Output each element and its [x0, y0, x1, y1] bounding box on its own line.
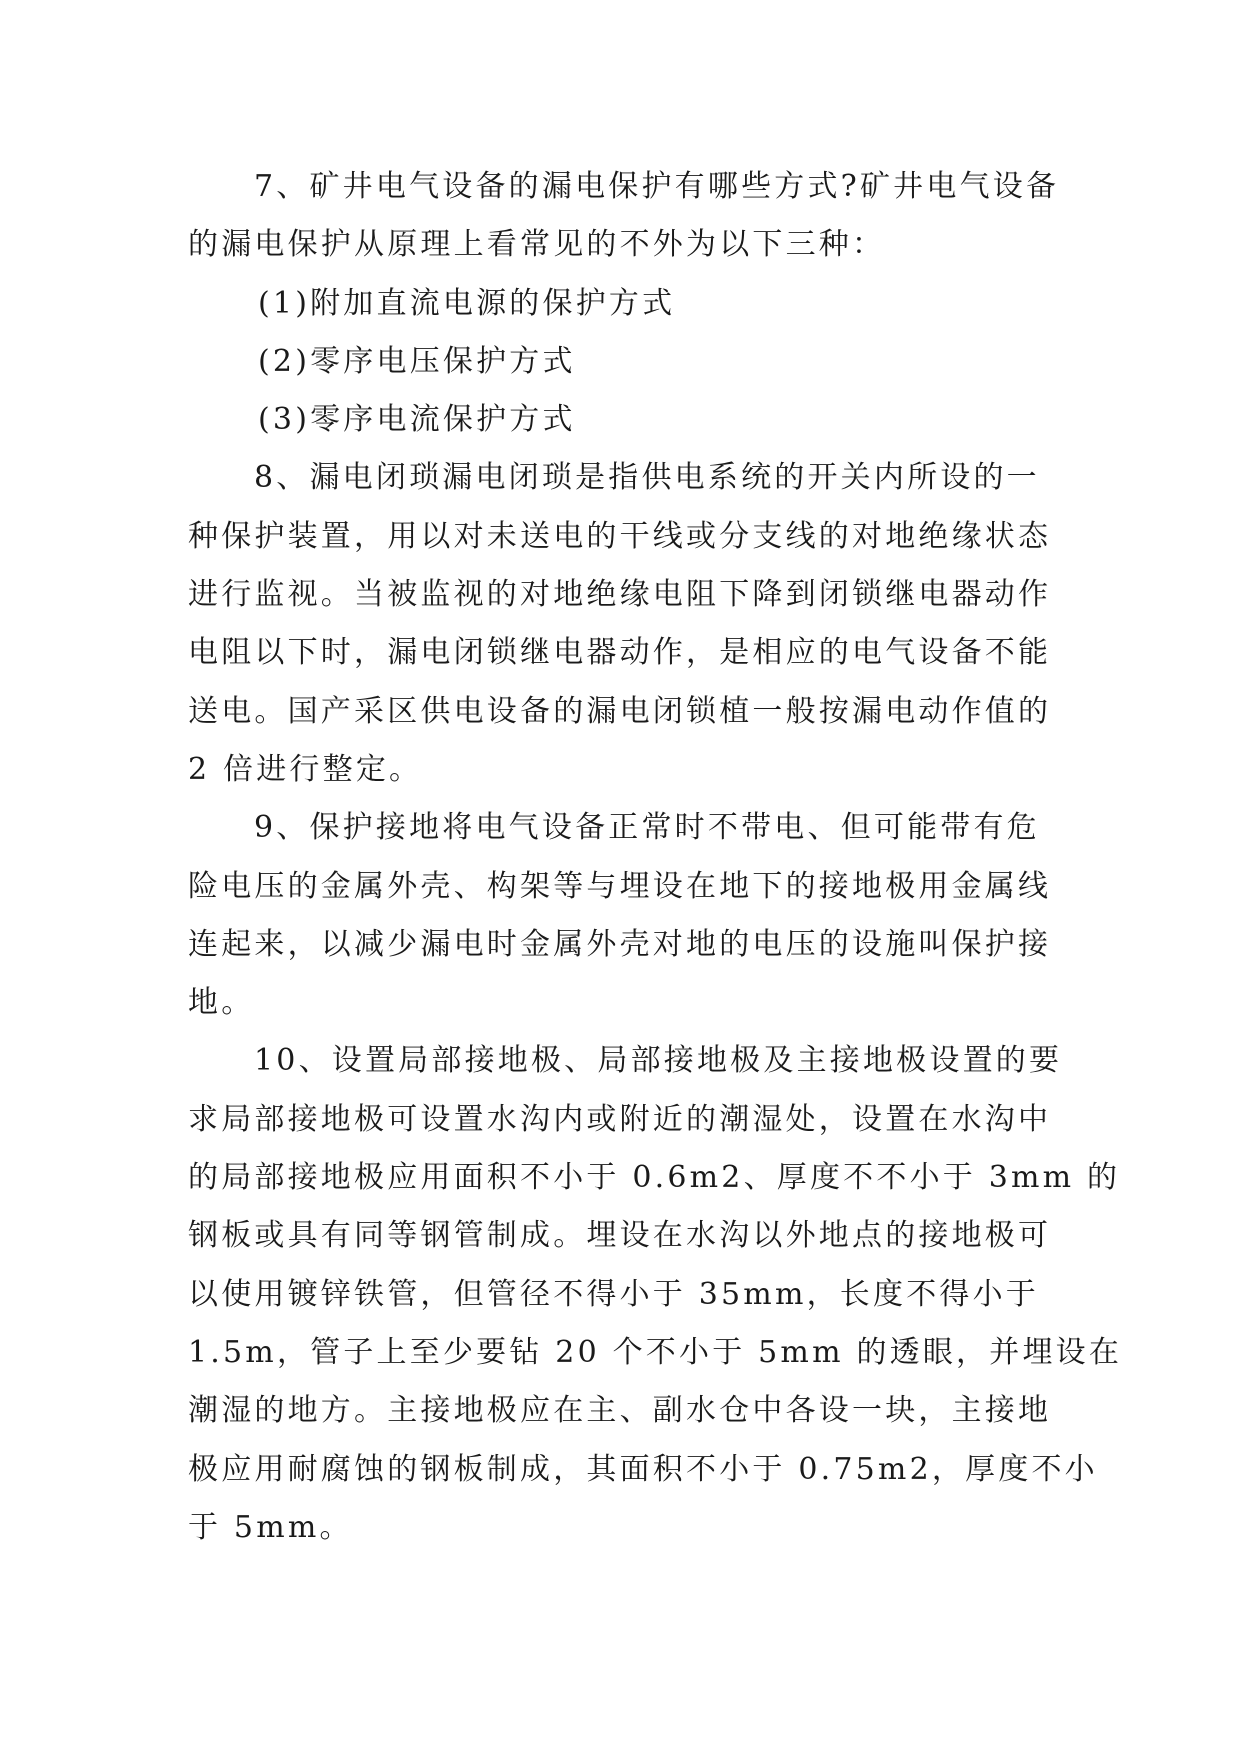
text-line: 于 5mm。 — [188, 1509, 353, 1545]
text-line: 极应用耐腐蚀的钢板制成，其面积不小于 0.75m2，厚度不小 — [188, 1451, 1098, 1487]
paragraph — [188, 799, 1054, 1032]
text-line: 钢板或具有同等钢管制成。埋设在水沟以外地点的接地极可 — [188, 1218, 1052, 1254]
list-item — [188, 391, 1054, 449]
list-item — [188, 275, 1054, 333]
text-line: 种保护装置，用以对未送电的干线或分支线的对地绝缘状态 — [188, 518, 1052, 554]
text-line: 电阻以下时，漏电闭锁继电器动作，是相应的电气设备不能 — [188, 635, 1052, 671]
text-line: (2)零序电压保护方式 — [258, 343, 576, 379]
document-body — [188, 158, 1123, 1557]
text-line: 以使用镀锌铁管，但管径不得小于 35mm，长度不得小于 — [188, 1276, 1040, 1312]
text-line: 8、漏电闭琐漏电闭琐是指供电系统的开关内所设的一 — [254, 460, 1040, 496]
text-line: 进行监视。当被监视的对地绝缘电阻下降到闭锁继电器动作 — [188, 577, 1052, 613]
text-line: 险电压的金属外壳、构架等与埋设在地下的接地极用金属线 — [188, 868, 1052, 904]
text-line: 2 倍进行整定。 — [188, 751, 423, 787]
text-line: 9、保护接地将电气设备正常时不带电、但可能带有危 — [254, 810, 1040, 846]
text-line: 7、矿井电气设备的漏电保护有哪些方式?矿井电气设备 — [254, 169, 1060, 204]
paragraph — [188, 158, 1060, 275]
text-line: 的局部接地极应用面积不小于 0.6m2、厚度不不小于 3mm 的 — [188, 1160, 1121, 1196]
text-line: 10、设置局部接地极、局部接地极及主接地极设置的要 — [254, 1043, 1063, 1079]
text-line: 的漏电保护从原理上看常见的不外为以下三种： — [188, 227, 886, 263]
text-line: (1)附加直流电源的保护方式 — [258, 285, 676, 321]
text-line: 求局部接地极可设置水沟内或附近的潮湿处，设置在水沟中 — [188, 1101, 1052, 1137]
list-item — [188, 333, 1054, 391]
text-line: (3)零序电流保护方式 — [258, 402, 576, 438]
text-line: 连起来，以减少漏电时金属外壳对地的电压的设施叫保护接 — [188, 926, 1052, 962]
paragraph — [188, 449, 1054, 799]
paragraph — [188, 1032, 1123, 1557]
text-line: 潮湿的地方。主接地极应在主、副水仓中各设一块，主接地 — [188, 1393, 1052, 1429]
text-line: 1.5m，管子上至少要钻 20 个不小于 5mm 的透眼，并埋设在 — [188, 1334, 1123, 1370]
text-line: 送电。国产采区供电设备的漏电闭锁植一般按漏电动作值的 — [188, 693, 1052, 729]
text-line: 地。 — [188, 985, 255, 1021]
